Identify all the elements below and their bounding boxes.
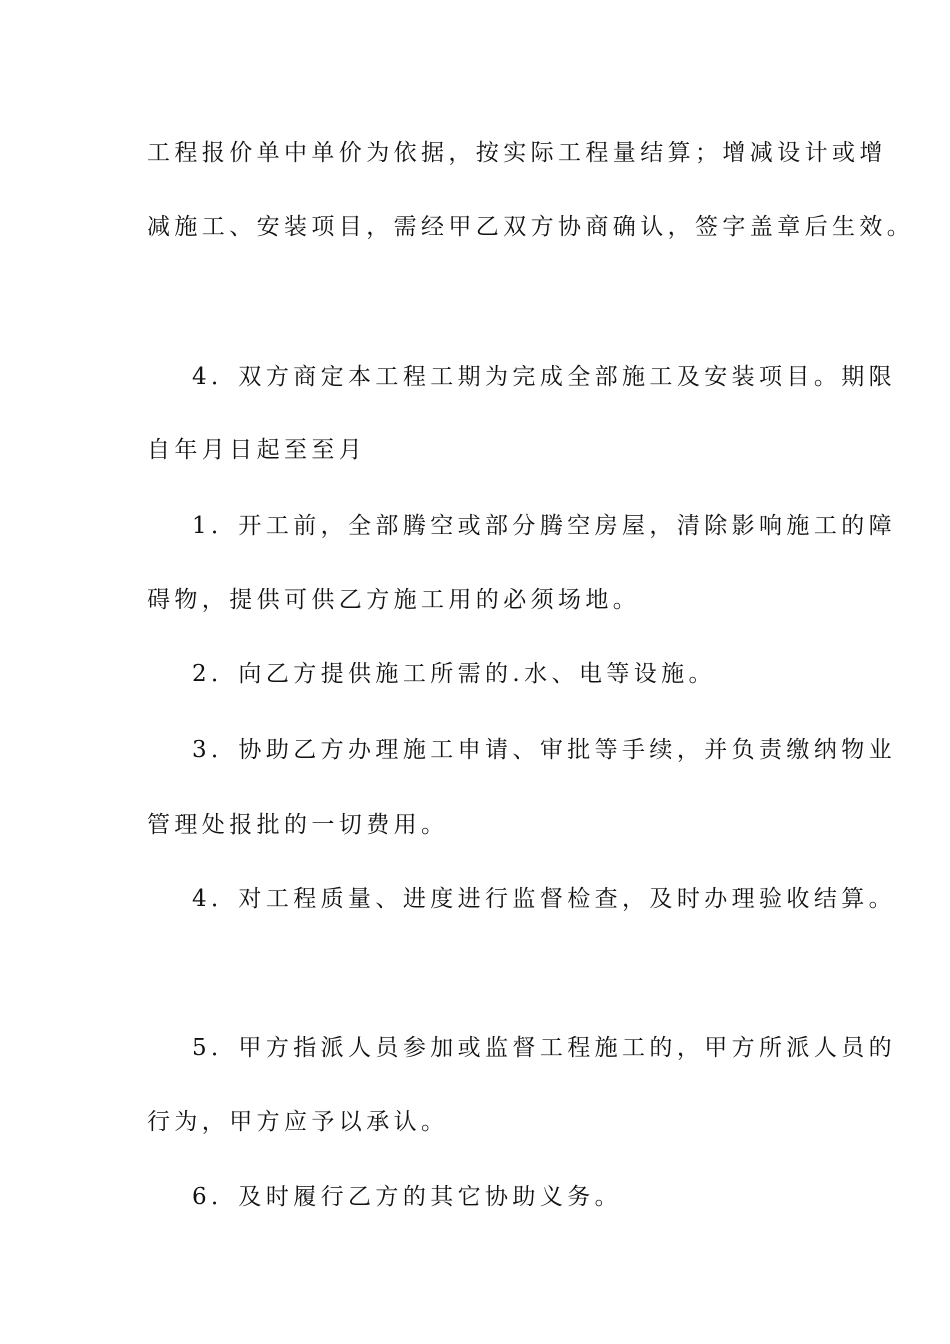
paragraph-line: 工程报价单中单价为依据，按实际工程量结算；增减设计或增 xyxy=(147,140,887,166)
paragraph-line: 4．双方商定本工程工期为完成全部施工及安装项目。期限 xyxy=(192,364,897,390)
paragraph-line: 4．对工程质量、进度进行监督检查，及时办理验收结算。 xyxy=(192,886,897,912)
paragraph-line: 6．及时履行乙方的其它协助义务。 xyxy=(192,1184,623,1210)
paragraph-line: 碍物，提供可供乙方施工用的必须场地。 xyxy=(147,587,641,613)
paragraph-line: 5．甲方指派人员参加或监督工程施工的，甲方所派人员的 xyxy=(192,1035,897,1061)
paragraph-line: 1．开工前，全部腾空或部分腾空房屋，清除影响施工的障 xyxy=(192,513,897,539)
paragraph-line: 管理处报批的一切费用。 xyxy=(147,812,449,838)
paragraph-line: 行为，甲方应予以承认。 xyxy=(147,1109,449,1135)
paragraph-line: 减施工、安装项目，需经甲乙双方协商确认，签字盖章后生效。 xyxy=(147,214,915,240)
paragraph-line: 2．向乙方提供施工所需的.水、电等设施。 xyxy=(192,661,716,687)
paragraph-line: 3．协助乙方办理施工申请、审批等手续，并负责缴纳物业 xyxy=(192,737,897,763)
paragraph-line: 自年月日起至至月 xyxy=(147,437,367,463)
